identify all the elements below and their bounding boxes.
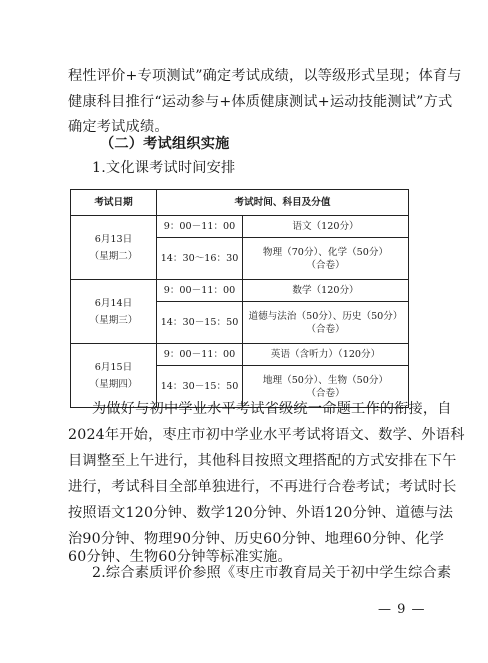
exam-subject-line: 地理（50分）、生物（50分） bbox=[262, 374, 389, 386]
paragraph-line-1: 为做好与初中学业水平考试省级统一命题工作的衔接，自 bbox=[92, 401, 452, 417]
exam-subject: 数学（120分） bbox=[243, 280, 409, 302]
header-exam-date: 考试日期 bbox=[71, 190, 157, 216]
exam-date-cell bbox=[71, 344, 157, 408]
exam-subject bbox=[243, 302, 409, 344]
header-time-subject: 考试时间、科目及分值 bbox=[157, 190, 409, 216]
paragraph-line-5: 按照语文120分钟、数学120分钟、外语120分钟、道德与法 bbox=[68, 505, 454, 521]
paragraph-line-4: 进行，考试科目全部单独进行，不再进行合卷考试；考试时长 bbox=[68, 479, 457, 495]
body-line-2: 健康科目推行“运动参与+体质健康测试+运动技能测试”方式 bbox=[68, 94, 453, 110]
exam-subject: 语文（120分） bbox=[243, 216, 409, 238]
exam-weekday: （星期二） bbox=[89, 250, 138, 262]
exam-schedule-table bbox=[70, 189, 409, 408]
exam-weekday: （星期三） bbox=[89, 314, 138, 326]
exam-time: 9：00－11：00 bbox=[157, 216, 243, 238]
exam-subject-line: 物理（70分）、化学（50分） bbox=[262, 246, 389, 258]
exam-time: 14：30－15：50 bbox=[157, 302, 243, 344]
exam-subject-note: （合卷） bbox=[306, 259, 345, 271]
exam-time: 9：00－11：00 bbox=[157, 344, 243, 366]
subsection-heading-2: 2.综合素质评价参照《枣庄市教育局关于初中学生综合素 bbox=[92, 565, 452, 581]
exam-date-cell bbox=[71, 216, 157, 280]
exam-time: 14：30～16：30 bbox=[157, 238, 243, 280]
paragraph-line-2: 2024年开始，枣庄市初中学业水平考试将语文、数学、外语科 bbox=[68, 427, 465, 443]
body-line-3: 确定考试成绩。 bbox=[68, 119, 169, 135]
exam-date: 6月14日 bbox=[94, 297, 133, 309]
table-row bbox=[71, 344, 409, 366]
section-heading: （二）考试组织实施 bbox=[100, 136, 230, 152]
exam-time: 9：00－11：00 bbox=[157, 280, 243, 302]
exam-subject-note: （合卷） bbox=[306, 387, 345, 399]
exam-date: 6月15日 bbox=[94, 361, 133, 373]
exam-weekday: （星期四） bbox=[89, 378, 138, 390]
body-line-1: 程性评价+专项测试”确定考试成绩，以等级形式呈现；体育与 bbox=[68, 68, 462, 84]
subsection-heading-1: 1.文化课考试时间安排 bbox=[92, 160, 236, 176]
exam-subject: 英语（含听力）（120分） bbox=[243, 344, 409, 366]
exam-subject bbox=[243, 238, 409, 280]
exam-date-cell bbox=[71, 280, 157, 344]
paragraph-line-3: 目调整至上午进行，其他科目按照文理搭配的方式安排在下午 bbox=[68, 453, 457, 469]
paragraph-line-7: 60分钟、生物60分钟等标准实施。 bbox=[68, 549, 292, 565]
exam-subject-line: 道德与法治（50分）、历史（50分） bbox=[248, 310, 403, 322]
paragraph-line-6: 治90分钟、物理90分钟、历史60分钟、地理60分钟、化学 bbox=[68, 531, 444, 547]
table-row bbox=[71, 280, 409, 302]
exam-date: 6月13日 bbox=[94, 233, 133, 245]
table-header-row bbox=[71, 190, 409, 216]
table-row bbox=[71, 216, 409, 238]
exam-subject-note: （合卷） bbox=[306, 323, 345, 335]
exam-time: 14：30－15：50 bbox=[157, 366, 243, 408]
page-number: — 9 — bbox=[378, 602, 426, 617]
